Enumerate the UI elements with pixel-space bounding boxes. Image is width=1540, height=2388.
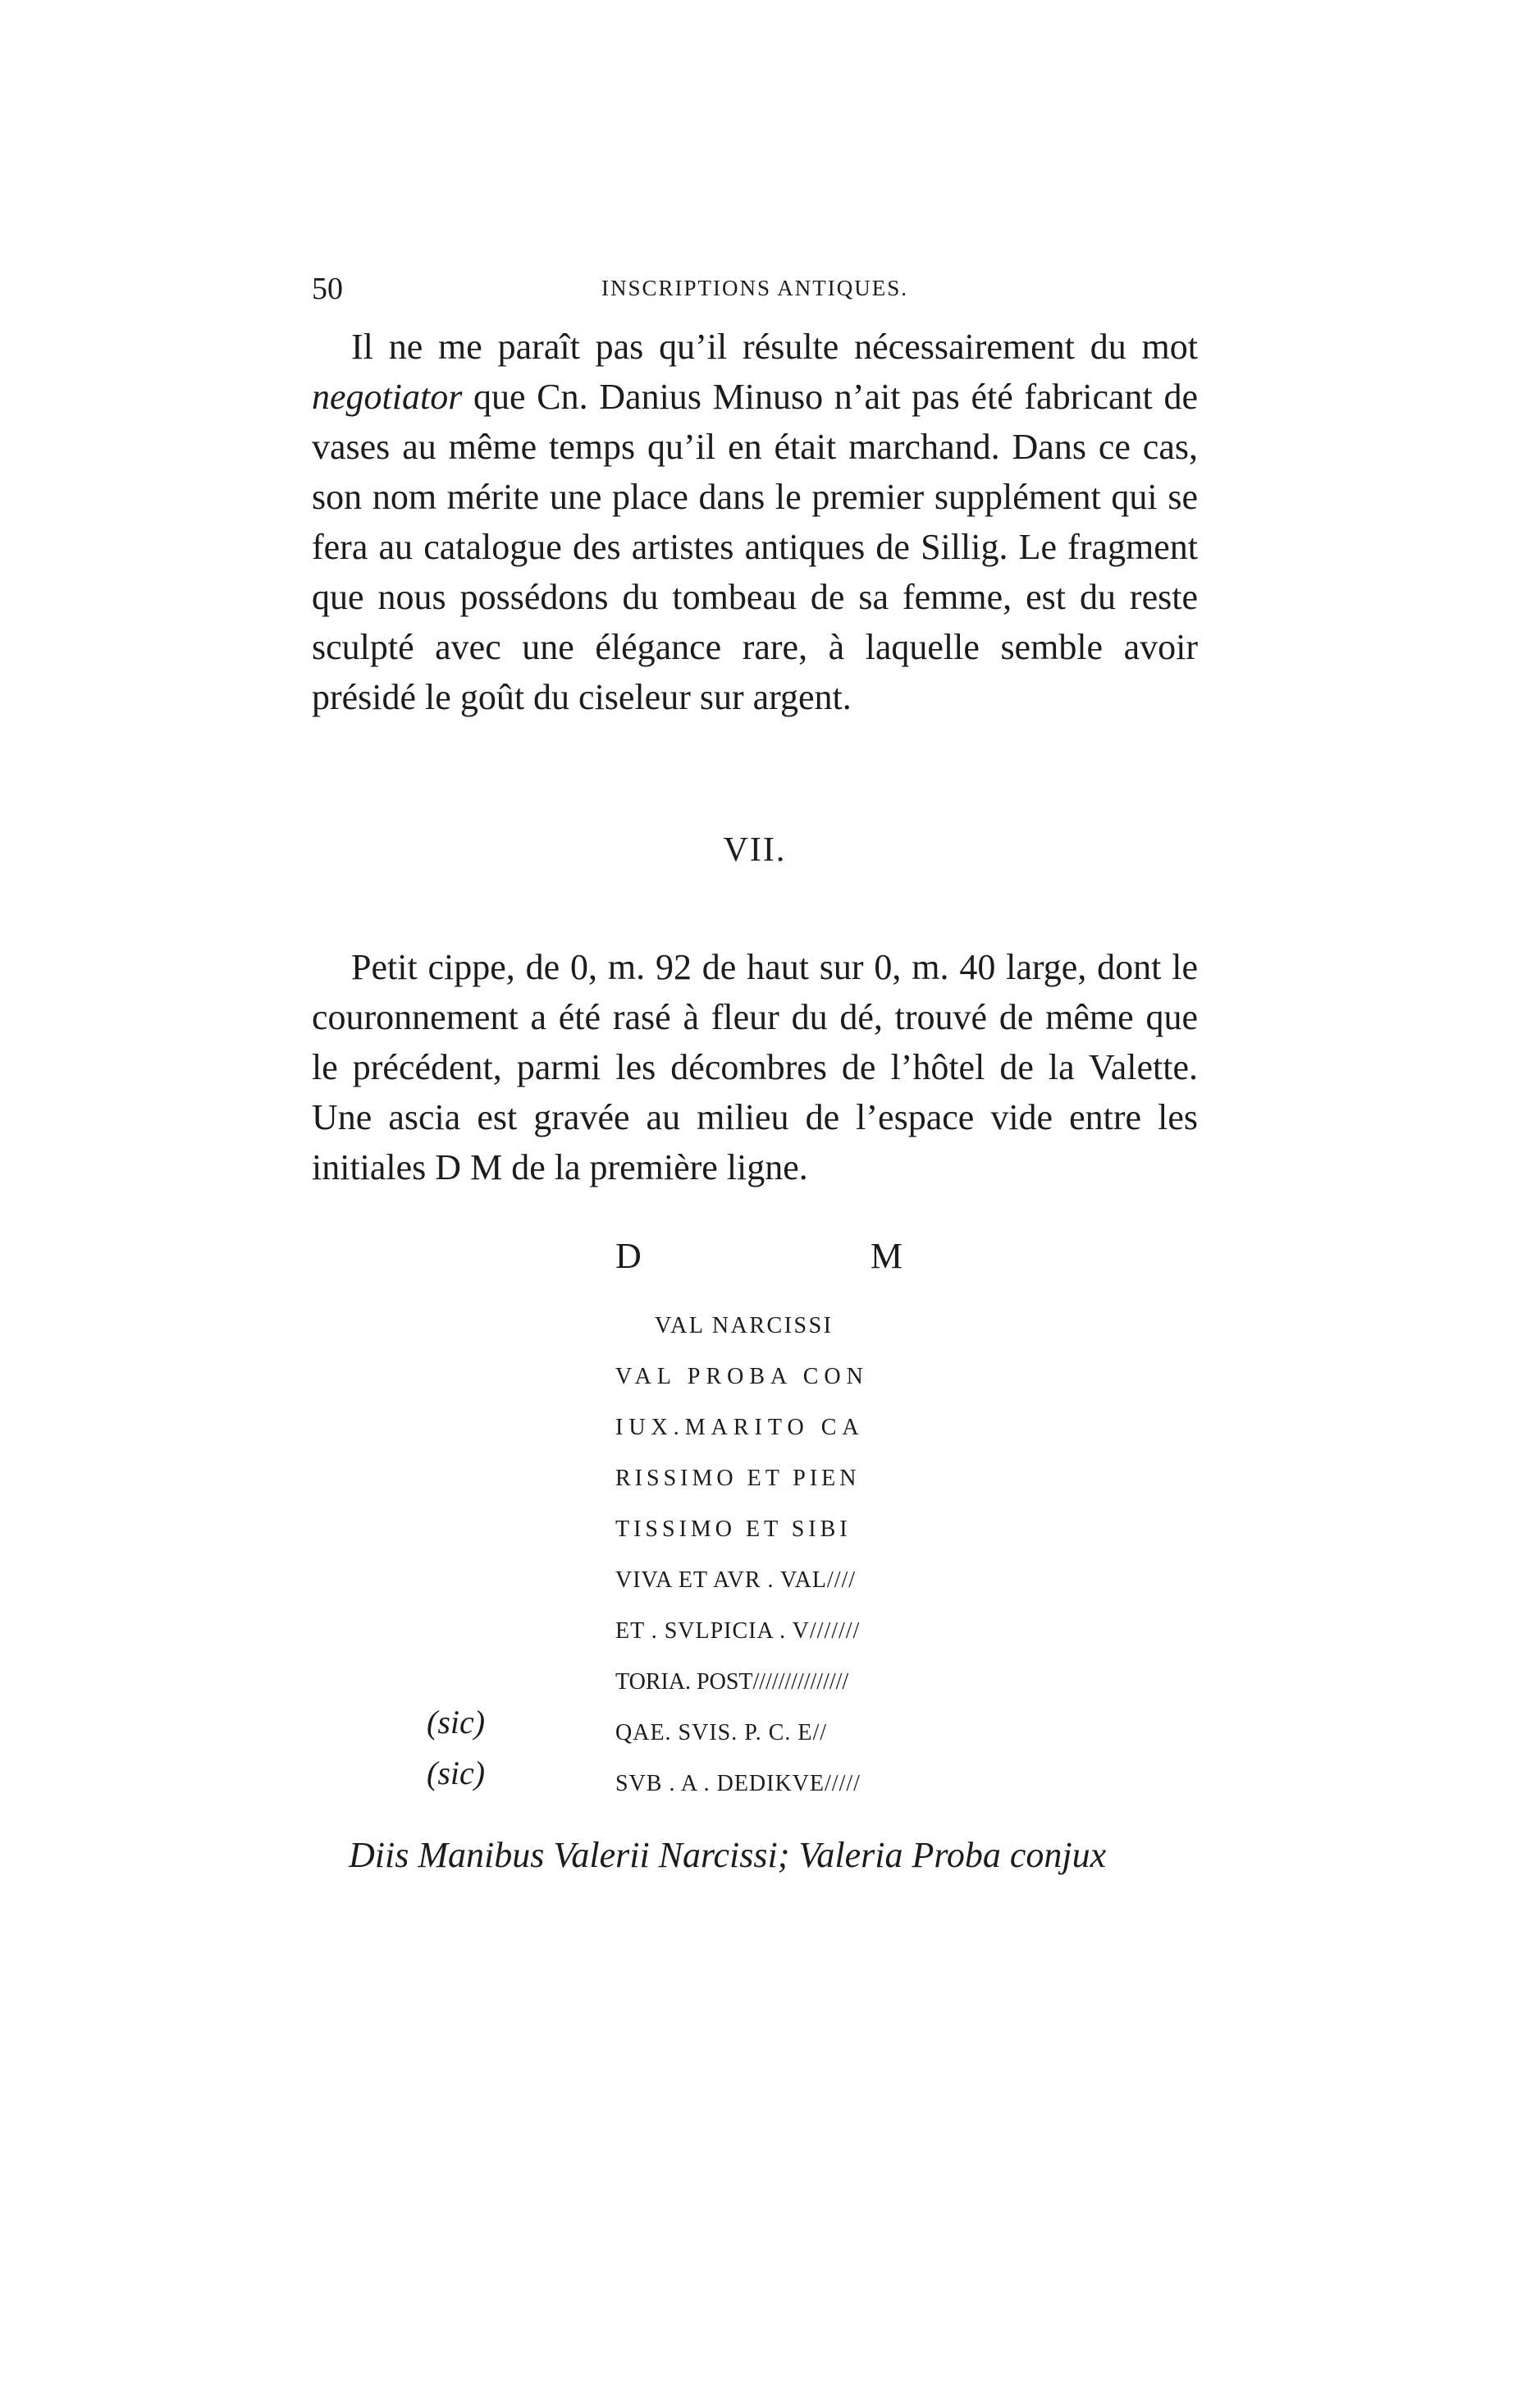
inscription-line: TORIA. POST/////////////// — [615, 1669, 849, 1695]
paragraph-1-text-end: que Cn. Danius Minuso n’ait pas été fabricant de vases au même temps qu’il en était marchand. Dans ce cas, son nom mérite une place dans le premier supplément qui se fera au catalogue des artistes antiques de Sillig. Le fragment que nous possédons du tombeau de sa femme, est du reste sculpté avec une élégance rare, à laquelle semble avoir présidé le goût du ciseleur sur argent. — [312, 377, 1198, 717]
inscription-line: SVB . A . DEDIKVE///// — [615, 1771, 861, 1796]
paragraph-1-text-start: Il ne me paraît pas qu’il résulte nécessairement du mot — [351, 327, 1198, 367]
page-header — [312, 271, 1198, 312]
inscription-line: ET . SVLPICIA . V/////// — [615, 1618, 861, 1644]
inscription-initial-m: M — [870, 1236, 903, 1276]
sic-note-2: (sic) — [427, 1754, 486, 1791]
inscription-line: RISSIMO ET PIEN — [615, 1466, 861, 1491]
inscription-initial-d: D — [615, 1236, 642, 1276]
running-title: INSCRIPTIONS ANTIQUES. — [601, 276, 909, 300]
inscription-line: VAL PROBA CON — [615, 1364, 869, 1389]
inscription-line: IUX.MARITO CA — [615, 1415, 865, 1440]
paragraph-1 — [312, 322, 1198, 722]
latin-translation: Diis Manibus Valerii Narcissi; Valeria Proba conjux — [349, 1835, 1107, 1875]
inscription-line: VAL NARCISSI — [655, 1313, 834, 1338]
inscription-line: QAE. SVIS. P. C. E// — [615, 1720, 828, 1745]
section-heading: VII. — [723, 831, 787, 869]
sic-note-1: (sic) — [427, 1704, 486, 1741]
paragraph-2: Petit cippe, de 0, m. 92 de haut sur 0, m. 40 large, dont le couronnement a été rasé à fleur du dé, trouvé de même que le précédent, parmi les décombres de l’hôtel de la Valette. Une ascia est gravée au milieu de l’espace vide entre les initiales D M de la première ligne. — [312, 947, 1198, 1187]
inscription-line: VIVA ET AVR . VAL//// — [615, 1567, 857, 1593]
page-number: 50 — [312, 272, 343, 306]
paragraph-1-italic-term: negotiator — [312, 377, 463, 417]
inscription-first-line — [615, 1235, 903, 1301]
inscription-block — [615, 1235, 903, 1809]
inscription-line: TISSIMO ET SIBI — [615, 1517, 852, 1542]
